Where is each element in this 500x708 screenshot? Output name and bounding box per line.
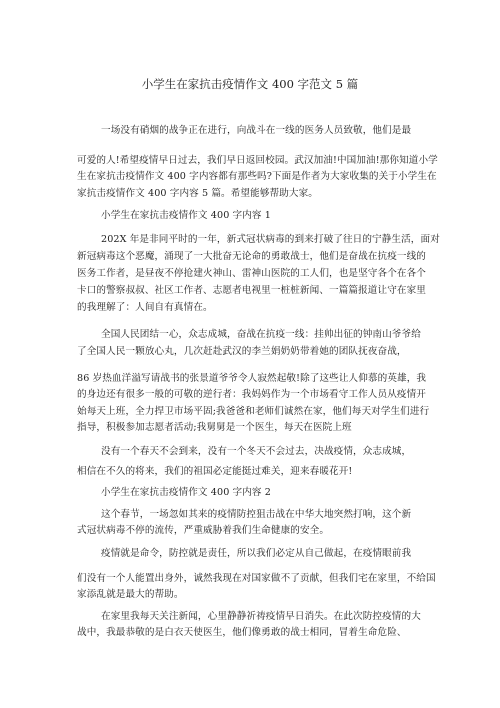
text-line: 可爱的人!希望疫情早日过去，我们早日返回校园。武汉加油!中国加油!那你知道小学 [77,155,438,166]
text-line: 家添乱就是最大的帮助。 [77,589,184,600]
text-line: 了全国人民一颗放心丸，几次赶赴武汉的李兰娟奶奶带着她的团队抚夜奋战， [77,346,407,357]
text-line: 新冠病毒这个恶魔，涌现了一大批奋无论命的勇敢战士，他们是奋战在抗疫一线的 [77,251,426,262]
text-line: 的身边还有很多一般的可敬的逆行者：我妈妈作为一个市场看守工作人员从疫情开 [77,389,426,400]
text-line: 卡口的警察叔叔、社区工作者、志愿者电视里一桩桩新闻、一篇篇报道让守在家里 [77,285,426,296]
text-line: 们没有一个人能置出身外，诚然我现在对国家做不了贡献，但我们宅在家里，不给国 [77,573,436,584]
text-line: 没有一个春天不会到来，没有一个冬天不会过去，决战疫情，众志成城， [101,446,412,457]
text-line: 这个春节，一场忽如其来的疫情防控狙击战在中华大地突然打响，这个新 [101,509,412,520]
text-line: 指导，积极参加志愿者活动;我舅舅是一个医生，每天在医院上班 [77,422,352,433]
document-title: 小学生在家抗击疫情作文 400 字范文 5 篇 [141,77,359,91]
text-line: 相信在不久的将来，我们的祖国必定能挺过难关，迎来春暖花开! [77,466,353,477]
text-line: 生在家抗击疫情作文 400 字内容都有那些吗?下面是作者为大家收集的关于小学生在 [77,171,437,182]
section-heading-2: 小学生在家抗击疫情作文 400 字内容 2 [101,487,271,498]
section-heading-1: 小学生在家抗击疫情作文 400 字内容 1 [101,210,271,221]
text-line: 式冠状病毒不停的流传，严重威胁着我们生命健康的安全。 [77,525,330,536]
text-line: 一场没有硝烟的战争正在进行，向战斗在一线的医务人员致敬，他们是最 [101,125,412,136]
text-line: 全国人民团结一心，众志成城，奋战在抗疫一线：挂帅出征的钟南山爷爷给 [101,329,421,340]
text-line: 202X 年是非同平时的一年，新式冠状病毒的到来打破了往日的宁静生活，面对 [101,234,440,245]
text-line: 战中，我最恭敬的是白衣天使医生，他们像勇敢的战士相同，冒着生命危险、 [77,627,407,638]
text-line: 疫情就是命令，防控就是责任，所以我们必定从自己做起，在疫情眼前我 [101,548,412,559]
text-line: 医务工作者，是昼夜不停抢建火神山、雷神山医院的工人们，也是坚守各个在各个 [77,268,426,279]
text-line: 的我理解了：人间自有真情在。 [77,302,213,313]
text-line: 家抗击疫情作文 400 字内容 5 篇。希望能够帮助大家。 [77,188,318,199]
text-line: 始每天上班，全力捍卫市场平固;我爸爸和老师们诚然在家，他们每天对学生们进行 [77,406,430,417]
text-line: 86 岁热血洋溢写请战书的张景道爷爷令人寂然起敬!除了这些让人仰慕的英雄，我 [77,373,427,384]
text-line: 在家里我每天关注新闻，心里静静祈祷疫情早日消失。在此次防控疫情的大 [101,611,421,622]
